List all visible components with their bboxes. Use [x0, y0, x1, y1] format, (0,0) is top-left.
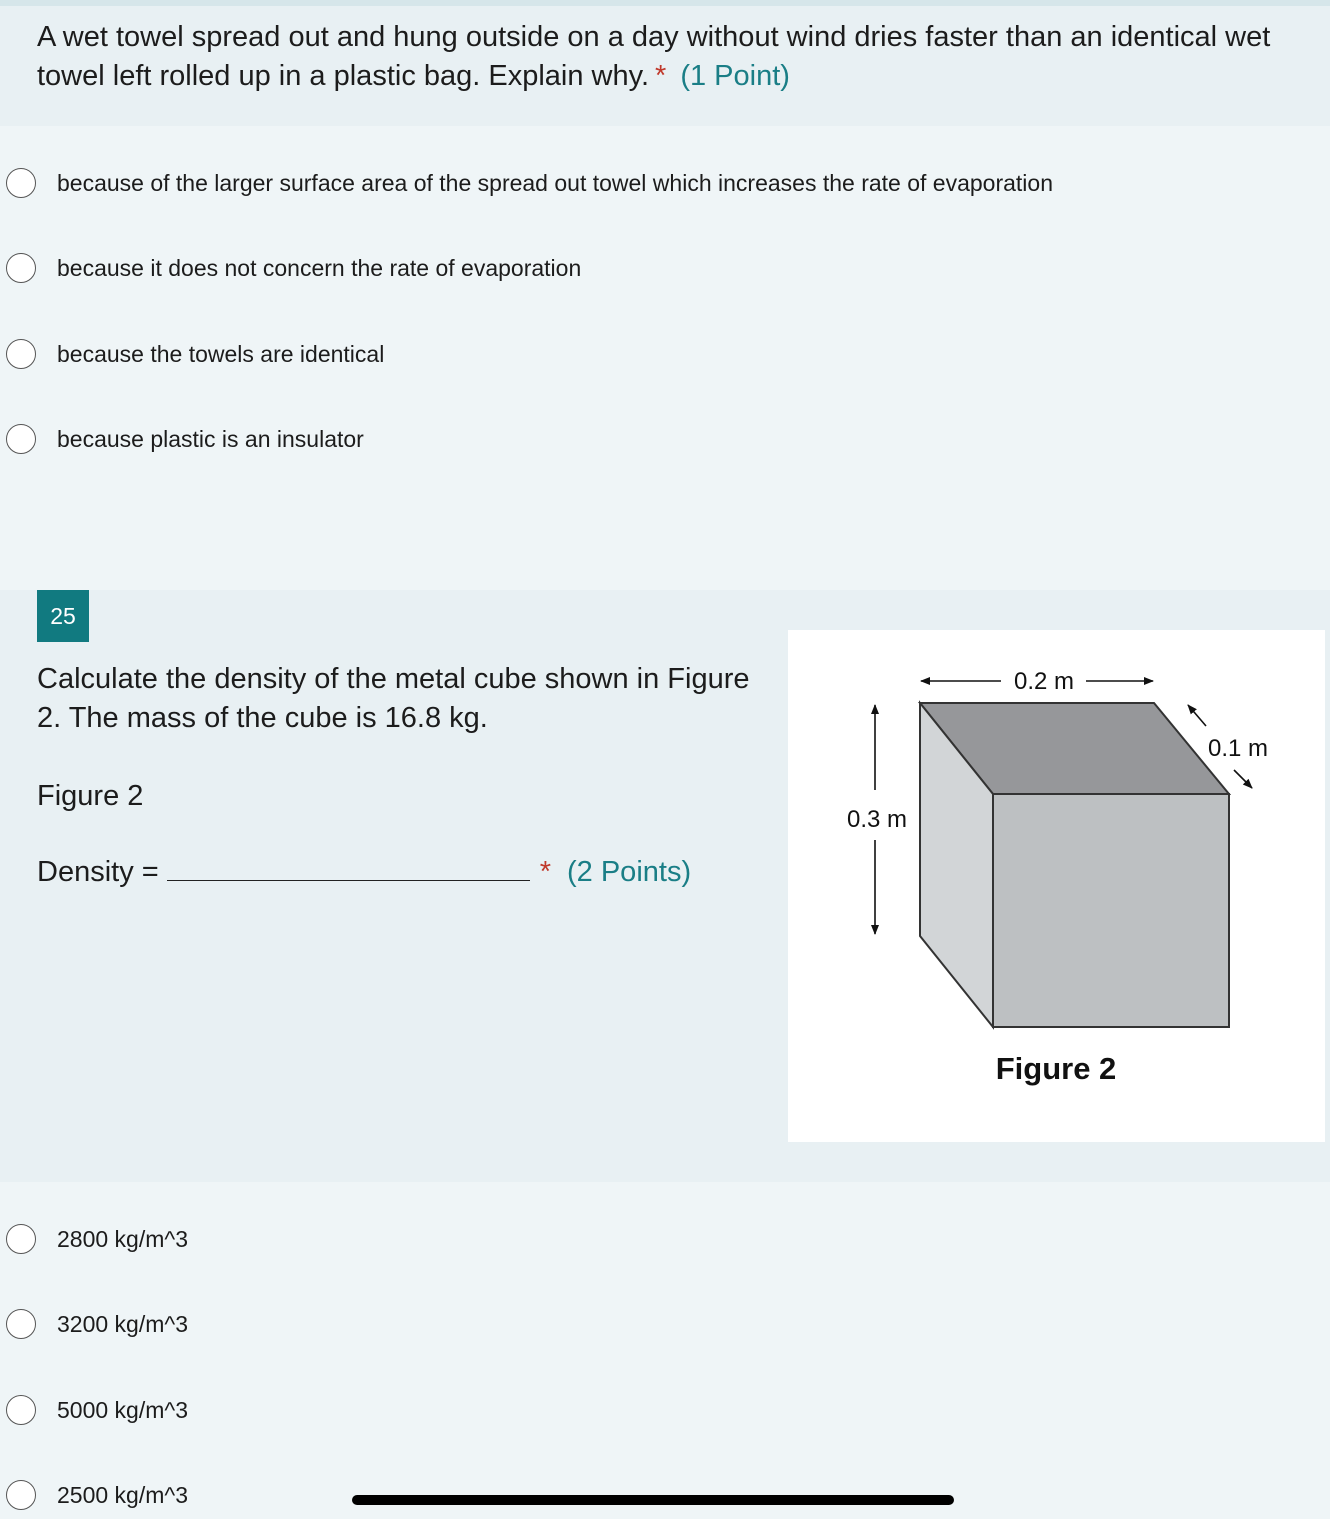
- option-label: 2800 kg/m^3: [57, 1225, 188, 1252]
- radio-button[interactable]: [6, 424, 36, 454]
- option-1[interactable]: [6, 163, 1053, 203]
- depth-label: 0.1 m: [1207, 735, 1269, 762]
- depth-arrow-up: [1188, 705, 1206, 726]
- radio-button[interactable]: [6, 339, 36, 369]
- option-label: 3200 kg/m^3: [57, 1310, 188, 1337]
- option-label: because the towels are identical: [57, 340, 385, 367]
- radio-button[interactable]: [6, 253, 36, 283]
- question-24-header: [0, 6, 1330, 126]
- question-points: (2 Points): [567, 856, 692, 888]
- density-line: [37, 852, 691, 889]
- figure-caption: Figure 2: [995, 1051, 1117, 1086]
- home-indicator-bar[interactable]: [352, 1495, 954, 1505]
- radio-button[interactable]: [6, 1395, 36, 1425]
- option-label: because plastic is an insulator: [57, 425, 364, 452]
- cube-front-face: [993, 794, 1229, 1027]
- option-3[interactable]: [6, 334, 384, 374]
- question-number-badge: 25: [37, 590, 89, 642]
- question-points: (1 Point): [680, 60, 790, 92]
- question-24-title: A wet towel spread out and hung outside on a day without wind dries faster than an identical wet towel left rolled up in a plastic bag. Explain why. * (1 Point): [37, 21, 1271, 92]
- option-2[interactable]: [6, 1304, 188, 1344]
- radio-button[interactable]: [6, 168, 36, 198]
- radio-button[interactable]: [6, 1480, 36, 1510]
- option-label: 5000 kg/m^3: [57, 1396, 188, 1423]
- height-label: 0.3 m: [846, 806, 908, 833]
- option-4[interactable]: [6, 419, 364, 459]
- option-label: because it does not concern the rate of evaporation: [57, 254, 582, 281]
- figure-reference: Figure 2: [37, 780, 144, 812]
- question-25-options: [0, 1182, 1330, 1519]
- option-label: 2500 kg/m^3: [57, 1481, 188, 1508]
- option-4[interactable]: [6, 1475, 188, 1515]
- question-24-options: [0, 126, 1330, 588]
- question-25-text: Calculate the density of the metal cube shown in Figure 2. The mass of the cube is 16.8 kg.: [37, 663, 750, 734]
- option-label: because of the larger surface area of the spread out towel which increases the rate of evaporation: [57, 169, 1053, 196]
- option-2[interactable]: [6, 248, 581, 288]
- radio-button[interactable]: [6, 1224, 36, 1254]
- option-3[interactable]: [6, 1390, 188, 1430]
- answer-blank: [167, 852, 530, 881]
- depth-arrow-down: [1234, 770, 1252, 788]
- radio-button[interactable]: [6, 1309, 36, 1339]
- required-asterisk: *: [655, 60, 667, 92]
- option-1[interactable]: [6, 1219, 188, 1259]
- width-label: 0.2 m: [1013, 668, 1075, 695]
- density-label: Density =: [37, 856, 159, 888]
- figure-2-image: [788, 630, 1325, 1142]
- required-asterisk: *: [539, 856, 551, 888]
